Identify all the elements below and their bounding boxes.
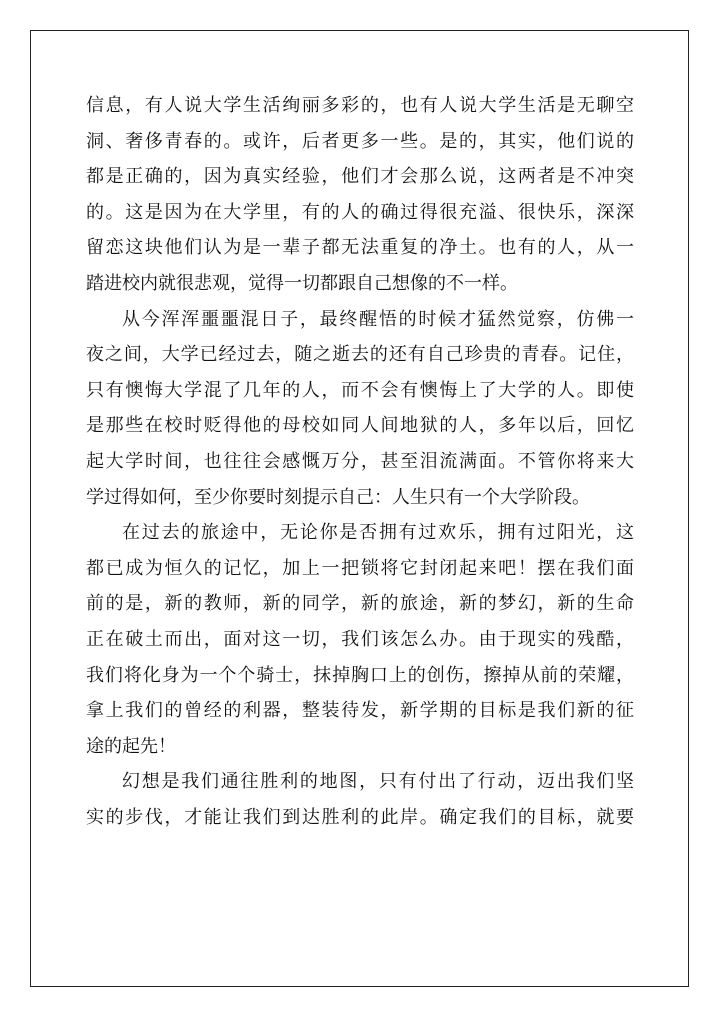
text-line: 实的步伐，才能让我们到达胜利的此岸。确定我们的目标，就要 [86, 806, 634, 828]
text-line: 拿上我们的曾经的利器，整装待发，新学期的目标是我们新的征 [86, 700, 634, 722]
text-line: 信息，有人说大学生活绚丽多彩的，也有人说大学生活是无聊空 [86, 95, 634, 116]
text-line: 都是正确的，因为真实经验，他们才会那么说，这两者是不冲突 [86, 166, 634, 188]
paragraph [86, 88, 634, 302]
text-line: 都已成为恒久的记忆，加上一把锁将它封闭起来吧！摆在我们面 [86, 557, 634, 579]
text-line: 幻想是我们通往胜利的地图，只有付出了行动，迈出我们坚 [122, 771, 634, 793]
paragraph [86, 515, 634, 764]
paragraph [86, 764, 634, 835]
text-line: 洞、奢侈青春的。或许，后者更多一些。是的，其实，他们说的 [86, 130, 634, 152]
text-line: 是那些在校时贬得他的母校如同人间地狱的人，多年以后，回忆 [86, 415, 634, 437]
text-line: 前的是，新的教师，新的同学，新的旅途，新的梦幻，新的生命 [86, 593, 634, 615]
document-body [86, 88, 634, 835]
text-line: 夜之间，大学已经过去，随之逝去的还有自己珍贵的青春。记住， [86, 344, 634, 366]
text-line: 我们将化身为一个个骑士，抹掉胸口上的创伤，擦掉从前的荣耀， [86, 664, 634, 686]
text-line: 的。这是因为在大学里，有的人的确过得很充溢、很快乐，深深 [86, 201, 634, 223]
text-line: 从今浑浑噩噩混日子，最终醒悟的时候才猛然觉察，仿佛一 [122, 308, 634, 330]
text-line: 在过去的旅途中，无论你是否拥有过欢乐，拥有过阳光，这 [122, 522, 634, 544]
text-line: 踏进校内就很悲观，觉得一切都跟自己想像的不一样。 [86, 272, 518, 294]
text-line: 正在破土而出，面对这一切，我们该怎么办。由于现实的残酷， [86, 628, 634, 650]
text-line: 学过得如何，至少你要时刻提示自己：人生只有一个大学阶段。 [86, 486, 590, 508]
text-line: 留恋这块他们认为是一辈子都无法重复的净土。也有的人，从一 [86, 237, 634, 259]
text-line: 起大学时间，也往往会感慨万分，甚至泪流满面。不管你将来大 [86, 450, 634, 472]
text-line: 途的起先！ [86, 735, 176, 757]
text-line: 只有懊悔大学混了几年的人，而不会有懊悔上了大学的人。即使 [86, 379, 634, 401]
paragraph [86, 302, 634, 516]
